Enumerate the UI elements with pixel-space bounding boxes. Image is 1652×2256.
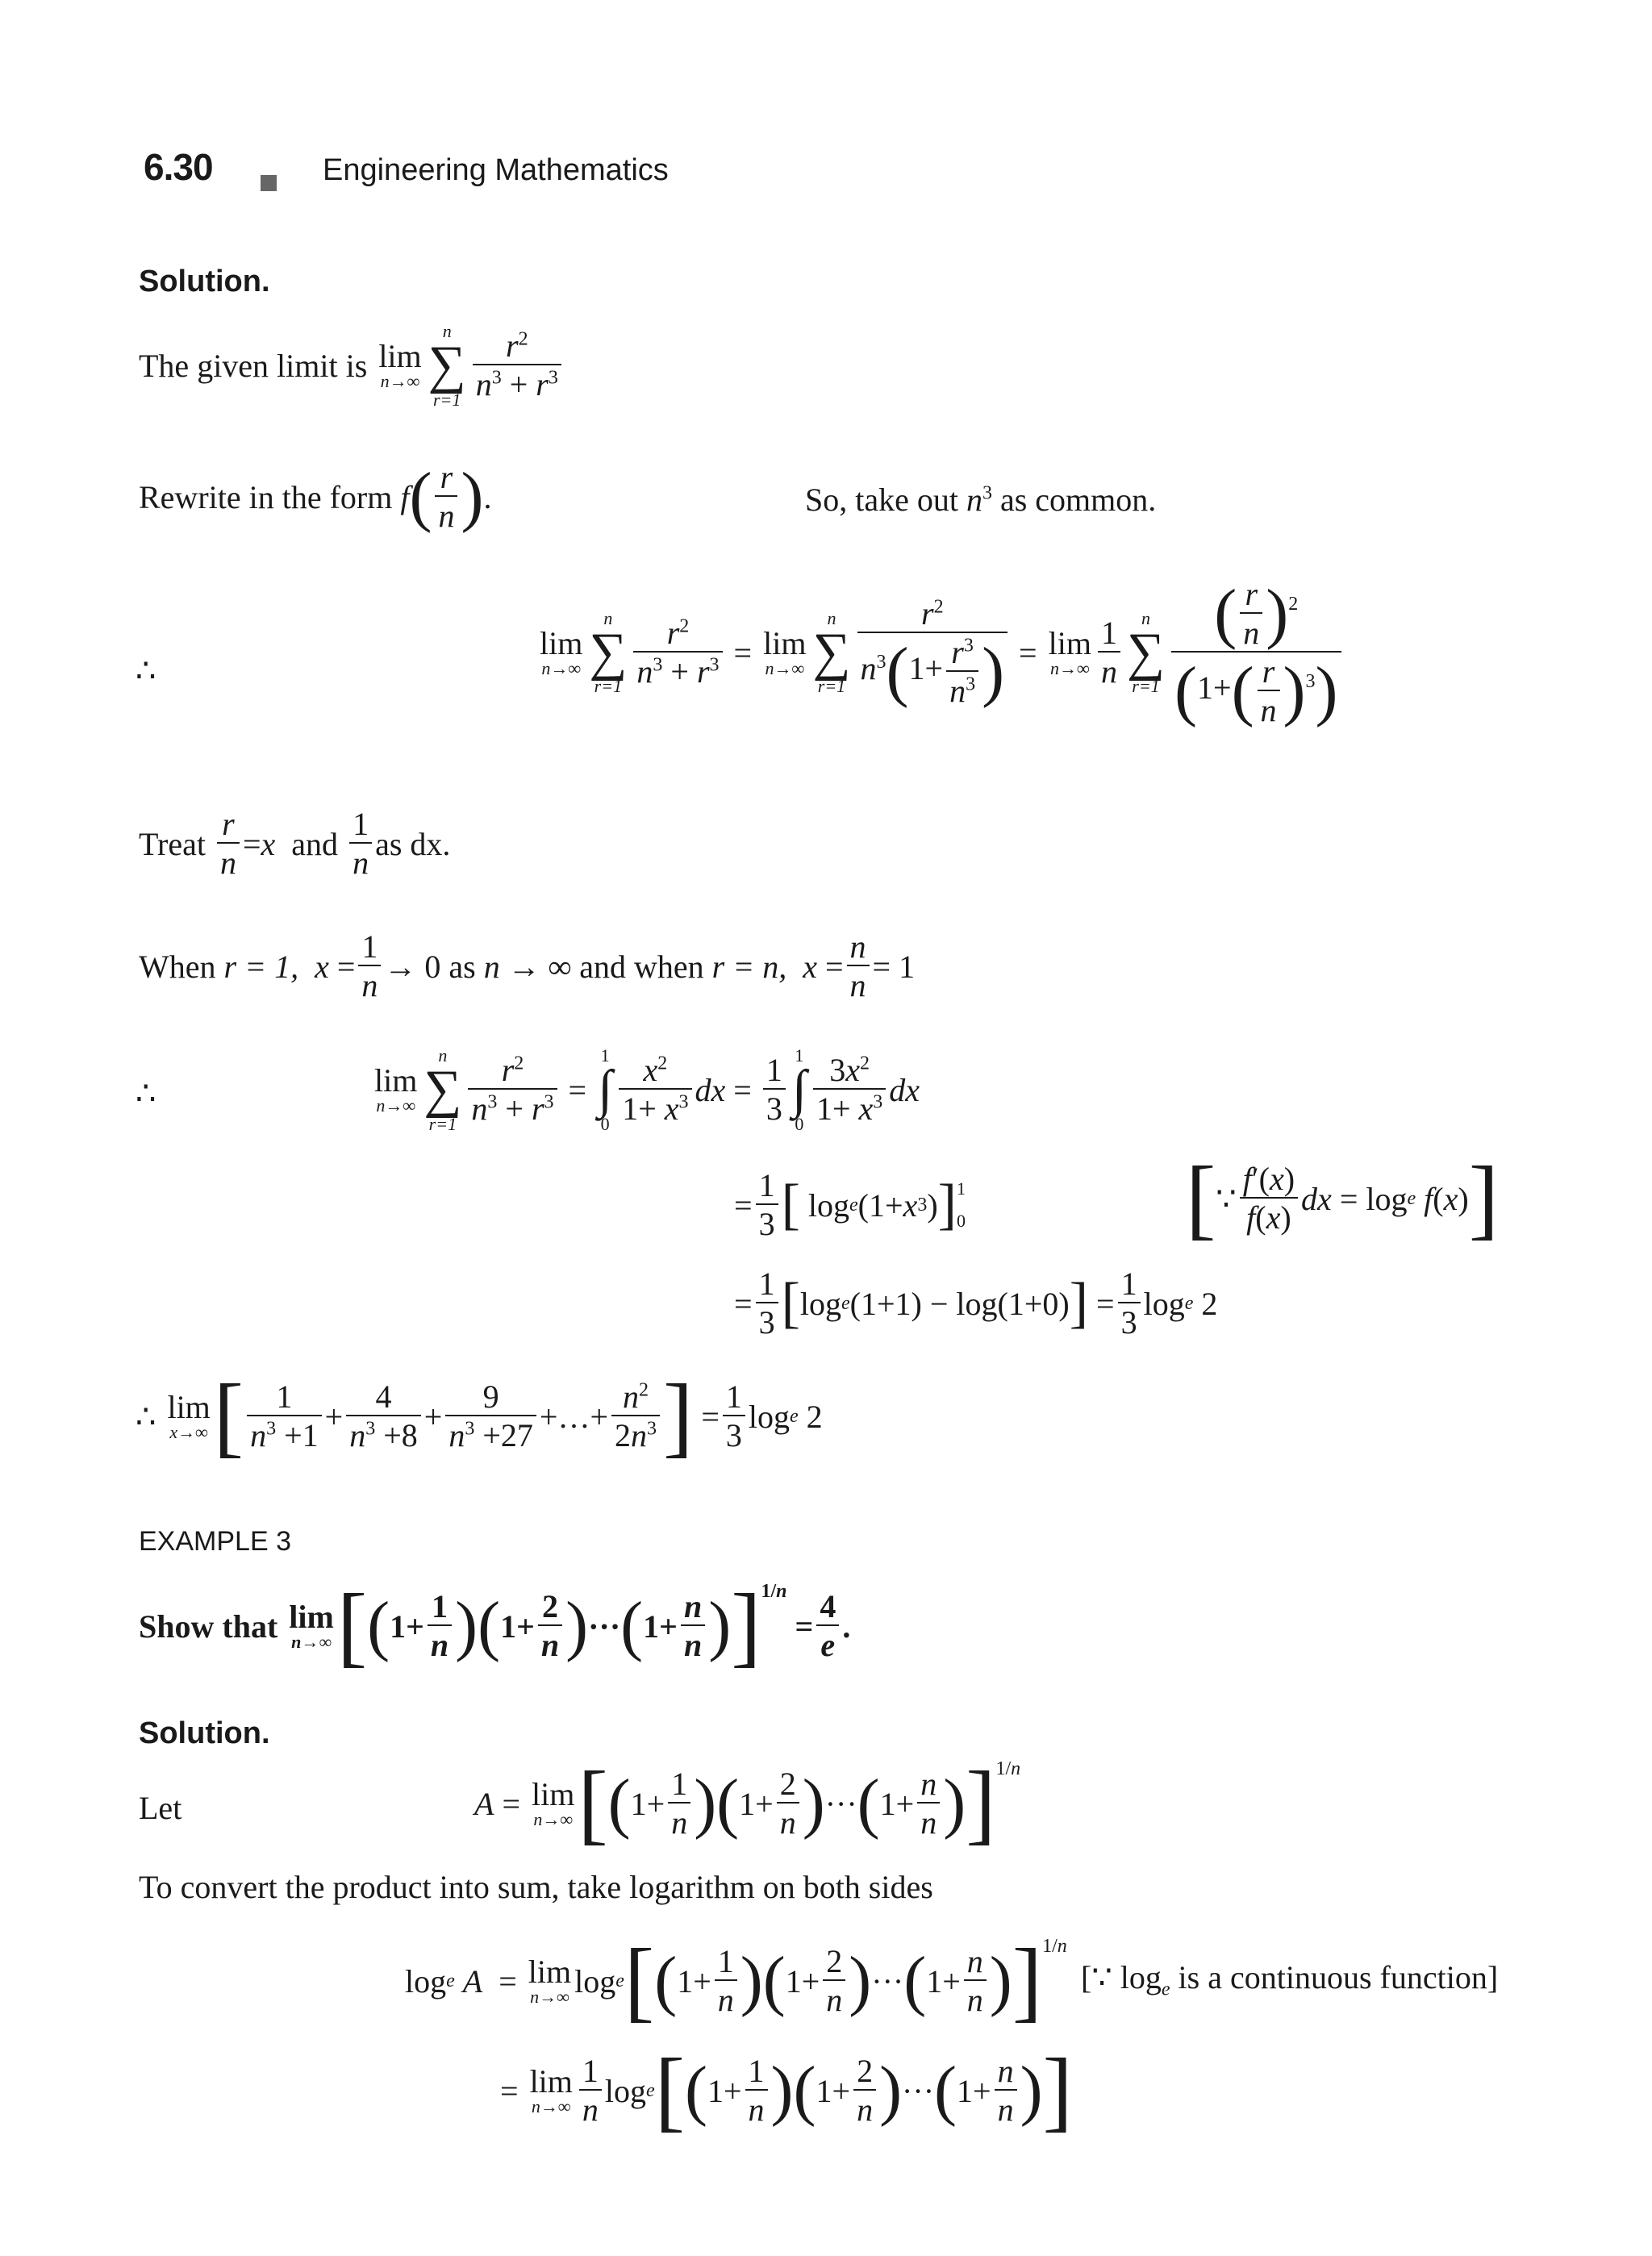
rewrite-equation: lim n→∞ n ∑ r=1 $\frac{r^2}{n^3 + r^3}$ = lim n→∞ n ∑ r=1 $r^2$ $n^3(1+$ $\frac{r^3}{n^3}$ ) = lim n→∞ $\frac{1}{n}$ n ∑ r=1 ( $\frac{r}{n}$ )$^2$ (1+( $\frac{r}{n}$ )$^3$) <box>536 577 1345 728</box>
rewrite-text: Rewrite in the form <box>139 478 393 515</box>
example-statement: Show that lim n→∞ [ ( 1+ $\frac{1}{n}$ ) ( 1+ $\frac{2}{n}$ ) ··· ( 1+ $\frac{n}{n}$ ) ] 1/n = $\frac{4}{e}$ . <box>139 1576 851 1676</box>
fraction: ( $\frac{r}{n}$ )$^2$ (1+( $\frac{r}{n}$ )$^3$) <box>1171 577 1341 728</box>
page-number: 6.30 <box>144 146 213 188</box>
r-eq-n: r = n, <box>711 948 787 985</box>
header-square-icon <box>261 161 277 199</box>
fraction: $r^2$ $n^3(1+$ $\frac{r^3}{n^3}$ ) <box>857 596 1008 709</box>
fraction: $\frac{r}{n}$ <box>1240 577 1262 651</box>
fraction: $\frac{1}{3}$ <box>756 1168 778 1242</box>
fraction: $\frac{1}{3}$ <box>756 1266 778 1341</box>
log-hint: [ ∵ $\frac{f'(x)}{f(x)}$ dx = log e f ( x ) ] <box>1186 1149 1499 1249</box>
lim-operator: lim n→∞ <box>532 1776 575 1829</box>
solution2-heading: Solution. <box>139 1716 270 1750</box>
lim-operator: lim n→∞ <box>289 1599 334 1652</box>
fraction: $\frac{2}{n}$ <box>823 1944 845 2018</box>
fraction: $\frac{4}{e}$ <box>816 1589 839 1663</box>
fraction: $\frac{n}{n}$ <box>917 1766 940 1841</box>
fraction: $\frac{f'(x)}{f(x)}$ <box>1240 1161 1298 1236</box>
fraction: $\frac{1}{n}$ <box>579 2054 602 2128</box>
lim-operator: lim n→∞ <box>540 625 583 678</box>
sigma-operator: n ∑ r=1 <box>1126 607 1166 697</box>
fraction: $\frac{1}{n}$ <box>668 1766 690 1841</box>
fraction: $\frac{1}{n}$ <box>1098 615 1120 690</box>
fraction: $\frac{r}{n}$ <box>217 807 240 881</box>
fraction: $\frac{4}{n^3 +8}$ <box>346 1379 421 1453</box>
fraction: $\frac{9}{n^3 +27}$ <box>445 1379 536 1453</box>
and-text: and <box>291 825 339 862</box>
let-text: Let <box>139 1790 182 1826</box>
fraction: $\frac{n}{n}$ <box>964 1944 987 2018</box>
treat-text: Treat <box>139 825 206 862</box>
given-limit-text: The given limit is <box>139 347 368 384</box>
given-limit-line <box>139 323 565 409</box>
final-limit-equation: ∴ lim x→∞ [ $\frac{1}{n^3 +1}$ + $\frac{4}{n^3 +8}$ + $\frac{9}{n^3 +27}$ +…+ $\frac{n^2}{2n^3}$ ] = $\frac{1}{3}$ log e 2 <box>136 1366 823 1466</box>
lim-operator: lim n→∞ <box>378 338 422 392</box>
fraction: $\frac{n}{n}$ <box>681 1589 705 1663</box>
n-to-inf: n → ∞ <box>483 948 572 985</box>
fraction: $\frac{2}{n}$ <box>777 1766 799 1841</box>
sigma-operator: n ∑ r=1 <box>589 607 628 697</box>
fraction: $\frac{1}{n}$ <box>715 1944 737 2018</box>
fraction: $\frac{1}{n}$ <box>745 2054 768 2128</box>
show-that-text: Show that <box>139 1608 278 1645</box>
integral-operator: 1 ∫ 0 <box>791 1045 807 1134</box>
when-text: When <box>139 948 216 985</box>
integral-operator: 1 ∫ 0 <box>598 1045 613 1134</box>
fraction: $\frac{r^2}{n^3 + r^3}$ <box>633 615 722 690</box>
treat-line: Treat $\frac{r}{n}$ = x and $\frac{1}{n}$ as dx. <box>139 806 451 881</box>
sigma-operator: n ∑ r=1 <box>428 321 466 410</box>
fraction: $\frac{3x^2}{1+ x^3}$ <box>813 1053 886 1127</box>
example-heading: EXAMPLE 3 <box>139 1526 291 1557</box>
when-line: When r = 1, x = $\frac{1}{n}$ → 0 as n → ∞ and when r = n, x = $\frac{n}{n}$ = 1 <box>139 928 916 1003</box>
fraction: $\frac{x^2}{1+ x^3}$ <box>619 1053 691 1127</box>
lim-operator: lim n→∞ <box>1048 625 1091 678</box>
log-equation-2: = lim n→∞ $\frac{1}{n}$ log e [ ( 1+ $\frac{1}{n}$ ) ( 1+ $\frac{2}{n}$ ) ··· ( 1+ $\frac{n}{n}$ ) ] <box>500 2041 1073 2141</box>
as-dx-text: as dx. <box>375 825 451 862</box>
book-title: Engineering Mathematics <box>323 153 669 187</box>
therefore-symbol-3: ∴ <box>136 1398 156 1435</box>
fraction: $\frac{2}{n}$ <box>853 2054 876 2128</box>
r-eq-1: r = 1, <box>223 948 299 985</box>
fraction: $\frac{1}{3}$ <box>763 1053 786 1127</box>
lim-operator: lim n→∞ <box>528 1954 572 2007</box>
log-equation: log e A = lim n→∞ log e [ ( 1+ $\frac{1}{n}$ ) ( 1+ $\frac{2}{n}$ ) ··· ( 1+ $\frac{n}{n}$ ) ] 1/n <box>405 1931 1067 2031</box>
sigma-operator: n ∑ r=1 <box>812 607 851 697</box>
lim-operator: lim n→∞ <box>529 2063 573 2116</box>
lim-operator: lim n→∞ <box>763 625 807 678</box>
fraction: $\frac{r^2}{n^3 + r^3}$ <box>473 328 561 402</box>
convert-text: To convert the product into sum, take logarithm on both sides <box>139 1869 933 1905</box>
fraction: $\frac{r^3}{n^3}$ <box>946 635 978 709</box>
fraction: $\frac{1}{3}$ <box>1118 1266 1141 1341</box>
fraction: $\frac{n}{n}$ <box>995 2054 1017 2128</box>
lim-operator: lim x→∞ <box>167 1389 211 1442</box>
therefore-symbol-2: ∴ <box>136 1075 156 1111</box>
evaluate-step: = $\frac{1}{3}$ [ log e (1+1) − log(1+0) ] = $\frac{1}{3}$ log e 2 <box>734 1266 1218 1341</box>
and-when-text: and when <box>579 948 704 985</box>
eq-1-text: = 1 <box>872 948 916 985</box>
fraction: $\frac{n^2}{2n^3}$ <box>611 1379 660 1453</box>
fraction: $\frac{2}{n}$ <box>538 1589 562 1663</box>
fraction: $\frac{1}{n}$ <box>428 1589 452 1663</box>
arrow-zero: → 0 as <box>384 948 476 985</box>
rewrite-line: Rewrite in the form f ( $\frac{r}{n}$ ) . <box>139 459 492 534</box>
let-equation: A = lim n→∞ [ ( 1+ $\frac{1}{n}$ ) ( 1+ $\frac{2}{n}$ ) ··· ( 1+ $\frac{n}{n}$ ) ] 1/n <box>474 1754 1021 1854</box>
integral-equation: lim n→∞ n ∑ r=1 $\frac{r^2}{n^3 + r^3}$ = 1 ∫ 0 $\frac{x^2}{1+ x^3}$ dx = $\frac{1}{3}$ 1 ∫ 0 $\frac{3x^2}{1+ x^3}$ dx <box>374 1045 920 1134</box>
fraction: $\frac{n}{n}$ <box>847 929 870 1003</box>
take-out-text: So, take out <box>805 482 958 518</box>
therefore-symbol: ∴ <box>136 653 156 689</box>
fraction: $\frac{r^2}{n^3 + r^3}$ <box>468 1053 557 1127</box>
lim-operator: lim n→∞ <box>374 1062 418 1116</box>
as-common-text: as common. <box>999 482 1157 518</box>
fraction: $\frac{1}{n^3 +1}$ <box>247 1379 322 1453</box>
fraction: $\frac{1}{3}$ <box>723 1379 745 1453</box>
fraction: $\frac{1}{n}$ <box>358 929 381 1003</box>
fraction: $\frac{r}{n}$ <box>1258 654 1280 728</box>
sigma-operator: n ∑ r=1 <box>423 1045 462 1134</box>
solution-heading: Solution. <box>139 265 270 298</box>
take-out-note: So, take out $n^3$ as common. <box>805 482 1157 518</box>
log-step: = $\frac{1}{3}$ [ log e (1+ x 3 ) ] 1 0 <box>734 1167 966 1242</box>
fraction: $\frac{r}{n}$ <box>435 460 457 534</box>
continuous-note: [∵ $\log_e$ is a continuous function] <box>1081 1959 1499 2000</box>
fraction: $\frac{1}{n}$ <box>349 807 372 881</box>
continuous-note-text: is a continuous function] <box>1178 1959 1499 1995</box>
